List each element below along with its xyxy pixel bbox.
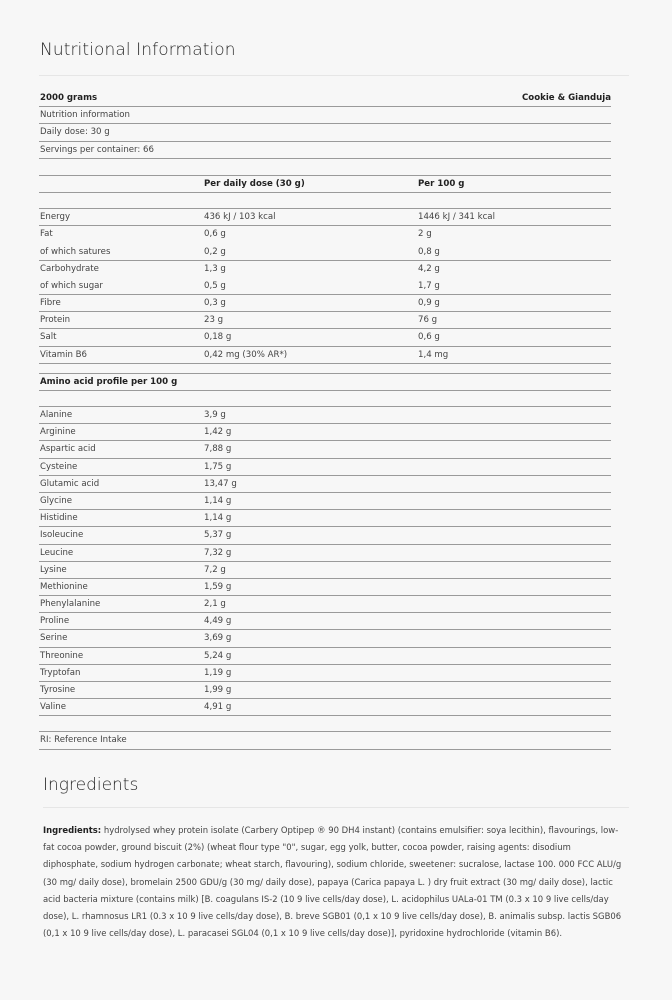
amino-value: 3,69 g	[204, 633, 232, 644]
amino-value: 1,42 g	[204, 427, 232, 438]
nutrient-per-dose: 0,18 g	[204, 332, 232, 343]
nutrient-name: Protein	[40, 315, 71, 326]
nutrient-per-dose: 0,6 g	[204, 229, 226, 240]
nutrient-name: of which satures	[40, 246, 111, 257]
amino-row	[39, 527, 611, 544]
table-header-row	[39, 90, 611, 107]
amino-name: Aspartic acid	[40, 444, 96, 455]
footnote: RI: Reference Intake	[40, 735, 127, 746]
amino-name: Tyrosine	[40, 685, 76, 695]
ingredients-text	[43, 822, 623, 942]
nutrient-name: Salt	[40, 332, 57, 343]
nutrient-per-dose: 1,3 g	[204, 263, 226, 274]
amino-value: 1,75 g	[204, 461, 232, 472]
nutrient-per-dose: 0,42 mg (30% AR*)	[204, 349, 288, 360]
amino-name: Phenylalanine	[40, 599, 101, 610]
nutrient-per-dose: 0,2 g	[204, 246, 226, 257]
info-text: Nutrition information	[40, 110, 130, 121]
nutrient-per-100g: 2 g	[418, 229, 432, 240]
amino-value: 2,1 g	[204, 599, 226, 610]
amino-name: Proline	[40, 616, 70, 627]
amino-header-row	[39, 374, 611, 391]
nutrient-per-100g: 1,7 g	[418, 280, 440, 291]
info-row	[39, 124, 611, 141]
spacer-row	[39, 391, 611, 407]
nutrient-per-100g: 0,6 g	[418, 332, 440, 343]
amino-name: Lysine	[40, 564, 67, 575]
amino-value: 1,14 g	[204, 495, 232, 506]
nutrient-name: Fibre	[40, 298, 61, 309]
nutrient-per-100g: 76 g	[418, 315, 438, 326]
nutrient-per-100g: 0,9 g	[418, 298, 440, 309]
amino-row	[39, 648, 611, 665]
column-header-row	[39, 176, 611, 193]
nutrient-name: Fat	[40, 229, 53, 240]
amino-row	[39, 562, 611, 579]
nutrient-per-100g: 4,2 g	[418, 263, 440, 274]
amino-value: 7,2 g	[204, 564, 226, 575]
ingredients-title: Ingredients	[43, 775, 139, 795]
amino-value: 5,24 g	[204, 650, 232, 661]
nutrient-row	[39, 312, 611, 329]
amino-name: Glutamic acid	[40, 478, 100, 489]
nutrient-name: Vitamin B6	[40, 349, 88, 360]
amino-row	[39, 545, 611, 562]
amino-row	[39, 579, 611, 596]
column-header-per-dose: Per daily dose (30 g)	[204, 178, 305, 189]
nutrient-name: of which sugar	[40, 280, 103, 291]
amino-value: 1,14 g	[204, 513, 232, 524]
amino-name: Arginine	[40, 427, 76, 438]
nutrient-per-dose: 23 g	[204, 315, 224, 326]
amino-row	[39, 665, 611, 682]
amino-value: 1,19 g	[204, 667, 232, 678]
amino-name: Isoleucine	[40, 530, 84, 541]
amino-row	[39, 596, 611, 613]
info-row	[39, 142, 611, 159]
amino-value: 7,32 g	[204, 547, 232, 558]
amino-value: 1,99 g	[204, 685, 232, 695]
amino-row	[39, 424, 611, 441]
amino-name: Cysteine	[40, 461, 78, 472]
nutrient-per-dose: 436 kJ / 103 kcal	[204, 212, 276, 223]
amino-name: Leucine	[40, 547, 74, 558]
amino-row	[39, 682, 611, 699]
nutrient-name: Energy	[40, 212, 71, 223]
amino-value: 1,59 g	[204, 581, 232, 592]
amino-row	[39, 699, 611, 716]
info-text: Servings per container: 66	[40, 144, 154, 155]
amino-value: 13,47 g	[204, 478, 237, 489]
nutrition-table	[39, 90, 611, 750]
nutrient-row	[39, 347, 611, 364]
amino-name: Histidine	[40, 513, 78, 524]
nutrition-title: Nutritional Information	[40, 40, 236, 60]
nutrient-name: Carbohydrate	[40, 263, 99, 274]
amino-row	[39, 459, 611, 476]
amino-name: Serine	[40, 633, 68, 644]
amino-row	[39, 613, 611, 630]
nutrient-per-100g: 1446 kJ / 341 kcal	[418, 212, 495, 223]
info-row	[39, 107, 611, 124]
amino-value: 3,9 g	[204, 410, 226, 420]
amino-title: Amino acid profile per 100 g	[40, 376, 178, 387]
ingredients-divider	[43, 807, 629, 808]
info-text: Daily dose: 30 g	[40, 127, 110, 138]
nutrient-per-100g: 0,8 g	[418, 246, 440, 257]
amino-name: Threonine	[40, 650, 84, 661]
title-divider	[39, 75, 629, 76]
amino-name: Alanine	[40, 410, 73, 420]
package-size: 2000 grams	[40, 93, 98, 103]
amino-value: 4,49 g	[204, 616, 232, 627]
amino-row	[39, 493, 611, 510]
column-header-per-100g: Per 100 g	[418, 178, 465, 189]
spacer-row	[39, 193, 611, 209]
amino-row	[39, 510, 611, 527]
nutrient-row	[39, 209, 611, 226]
amino-value: 4,91 g	[204, 702, 232, 713]
nutrient-per-dose: 0,3 g	[204, 298, 226, 309]
amino-row	[39, 476, 611, 493]
amino-value: 7,88 g	[204, 444, 232, 455]
amino-row	[39, 407, 611, 424]
spacer-row	[39, 716, 611, 732]
nutrient-per-100g: 1,4 mg	[418, 349, 449, 360]
amino-name: Methionine	[40, 581, 88, 592]
amino-value: 5,37 g	[204, 530, 232, 541]
flavour: Cookie & Gianduja	[521, 93, 611, 103]
nutrient-row	[39, 244, 611, 261]
nutrient-row	[39, 261, 611, 278]
amino-name: Valine	[40, 702, 66, 713]
amino-row	[39, 441, 611, 458]
nutrient-per-dose: 0,5 g	[204, 280, 226, 291]
nutrient-row	[39, 329, 611, 346]
spacer-row	[39, 159, 611, 176]
ingredients-list: hydrolysed whey protein isolate (Carbery Optipep ® 90 DH4 instant) (contains emulsifier: soya lecithin), flavourings, low-fat cocoa powder, ground biscuit (2%) (wheat flour type "0", sugar, egg yolk, butter, cocoa powder, raising agents: disodium diphosphate, sodium hydrogen carbonate; wheat starch, flavouring), sodium chloride, sweetener: sucralose, lactase 100. 000 FCC ALU/g (30 mg/ daily dose), bromelain 2500 GDU/g (30 mg/ daily dose), papaya (Carica papaya L. ) dry fruit extract (30 mg/ daily dose), lactic acid bacteria mixture (contains milk) [B. coagulans IS-2 (10 9 live cells/day dose), L. acidophilus UALa-01 TM (0.3 x 10 9 live cells/day dose), L. rhamnosus LR1 (0.3 x 10 9 live cells/day dose), B. breve SGB01 (0,1 x 10 9 live cells/day dose), B. animalis subsp. lactis SGB06 (0,1 x 10 9 live cells/day dose), L. paracasei SGL04 (0,1 x 10 9 live cells/day dose)], pyridoxine hydrochloride (vitamin B6).	[43, 825, 622, 939]
nutrient-row	[39, 226, 611, 243]
amino-row	[39, 630, 611, 647]
amino-name: Tryptofan	[40, 667, 81, 678]
spacer-row	[39, 364, 611, 374]
nutrient-row	[39, 278, 611, 295]
amino-name: Glycine	[40, 495, 72, 506]
ingredients-label: Ingredients:	[43, 825, 102, 835]
nutrient-row	[39, 295, 611, 312]
footnote-row	[39, 732, 611, 749]
